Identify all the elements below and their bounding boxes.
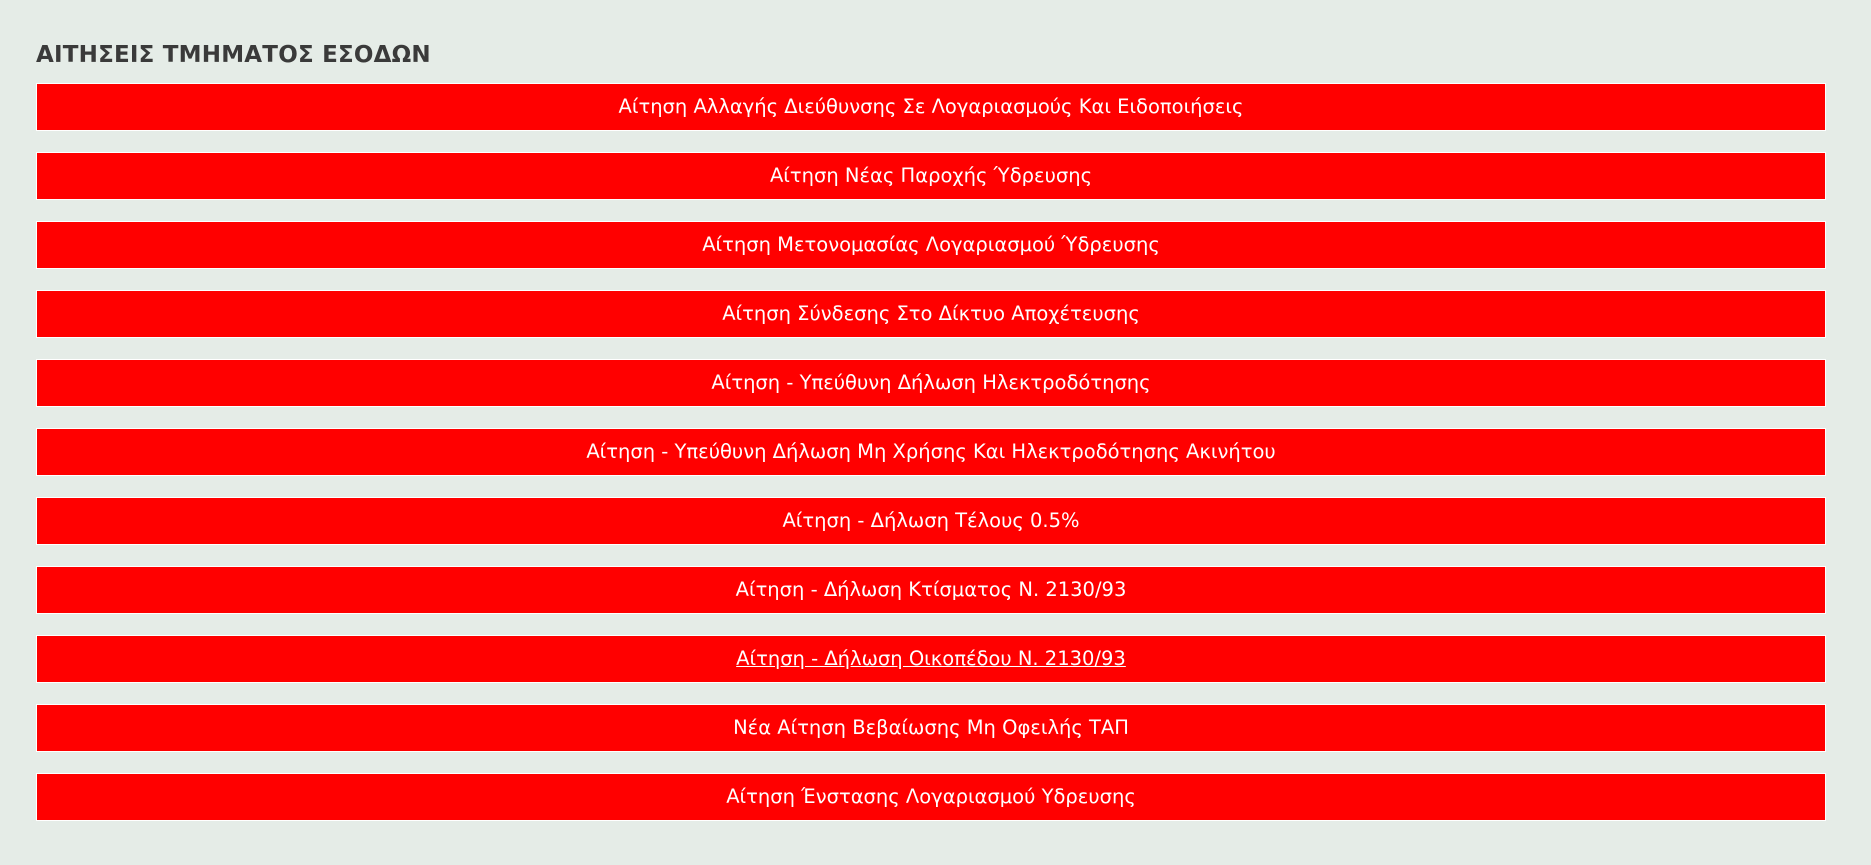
section-title: ΑΙΤΗΣΕΙΣ ΤΜΗΜΑΤΟΣ ΕΣΟΔΩΝ	[36, 42, 431, 68]
address-change-request-button[interactable]: Αίτηση Αλλαγής Διεύθυνσης Σε Λογαριασμούς Και Ειδοποιήσεις	[36, 83, 1826, 131]
non-use-electrification-declaration-button[interactable]: Αίτηση - Υπεύθυνη Δήλωση Μη Χρήσης Και Ηλεκτροδότησης Ακινήτου	[36, 428, 1826, 476]
requests-section	[36, 40, 1826, 808]
building-declaration-button[interactable]: Αίτηση - Δήλωση Κτίσματος Ν. 2130/93	[36, 566, 1826, 614]
water-bill-objection-button[interactable]: Αίτηση Ένστασης Λογαριασμού Υδρευσης	[36, 773, 1826, 821]
tap-no-debt-certificate-button[interactable]: Νέα Αίτηση Βεβαίωσης Μη Οφειλής ΤΑΠ	[36, 704, 1826, 752]
request-button-list	[36, 83, 1826, 842]
new-water-supply-request-button[interactable]: Αίτηση Νέας Παροχής Ύδρευσης	[36, 152, 1826, 200]
fee-declaration-button[interactable]: Αίτηση - Δήλωση Τέλους 0.5%	[36, 497, 1826, 545]
water-account-rename-request-button[interactable]: Αίτηση Μετονομασίας Λογαριασμού Ύδρευσης	[36, 221, 1826, 269]
sewer-connection-request-button[interactable]: Αίτηση Σύνδεσης Στο Δίκτυο Αποχέτευσης	[36, 290, 1826, 338]
electrification-declaration-button[interactable]: Αίτηση - Υπεύθυνη Δήλωση Ηλεκτροδότησης	[36, 359, 1826, 407]
plot-declaration-button[interactable]: Αίτηση - Δήλωση Οικοπέδου Ν. 2130/93	[36, 635, 1826, 683]
